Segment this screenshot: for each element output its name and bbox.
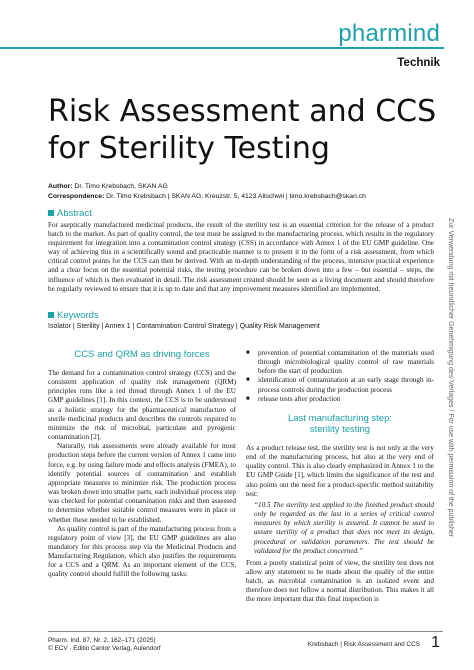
title-line-1: Risk Assessment and CCS: [48, 94, 437, 129]
annex-quote: “10.5 The sterility test applied to the finished product should only be regarded as the last in a series of critical control measures by which sterility is assured. It cannot be used to assure sterility of a product that does not meet its design, procedural or validation parameters. The test should be validated for the product concerned.”: [254, 500, 434, 555]
author-label: Author:: [48, 183, 73, 190]
footer-citation: Pharm. Ind. 87, Nr. 2, 162–171 (2025) © ECV · Editio Cantor Verlag, Aulendorf: [48, 637, 161, 652]
author-name: Dr. Timo Krebsbach, SKAN AG: [72, 183, 168, 190]
left-column: [48, 349, 236, 580]
correspondence-label: Correspondence:: [48, 193, 105, 200]
correspondence-line: [48, 192, 366, 201]
list-item: ■ identification of contamination at an early stage through in-process controls during the production process: [246, 376, 434, 394]
paragraph: As a product release test, the sterility test is not only at the very end of the manufacturing process, but also at the very end of quality control. This is also clearly emphasized in Annex 1 to the EU GMP Guide [1], which limits the significance of the test and also points out the need for a product-specific method suitability test:: [246, 443, 434, 498]
article-title: [48, 93, 438, 167]
abstract-text: For aseptically manufactured medicinal products, the result of the sterility test is an essential criterion for the release of a product batch to the market. As part of quality control, the test must be assigned to the manufacturing process, which results in the regulatory requirement for integration into a contamination control strategy (CSS) in accordance with Annex 1 of the EU GMP guideline. One way of achieving this in a scientifically sound and practicable manner is to present it in the form of a risk assessment, from which critical control points for the CCS can then be derived. With an in-depth understanding of the process, intensive practical experience and a clear focus on the essential potential risks, the testing procedure can be broken down into a few – but essential – steps, the influence of which is then evaluated in detail. The risk assessment created should be seen as a living document and should therefore be regularly reviewed to ensure that it is up to date and that any improvement measures identified are implemented.: [48, 221, 434, 293]
heading-square-icon: [48, 210, 54, 216]
title-line-2: for Sterility Testing: [48, 131, 330, 166]
paragraph: As quality control is part of the manufacturing process from a regulatory point of view [3], the EU GMP guidelines are also mandatory for this process step via the Medicinal Products and Manufacturing Regulation, which also justifies the requirements for a CCS and a QRM. As an important element of the CCS, quality control should fulfill the following tasks:: [48, 524, 236, 579]
keywords-heading: Keywords: [48, 310, 99, 321]
page-number: 1: [431, 634, 440, 651]
abstract-heading: Abstract: [48, 208, 92, 219]
paragraph: The demand for a contamination control strategy (CCS) and the consistent application of quality risk management (QRM) principles runs like a red thread through Annex 1 of the EU GMP guidelines [1]. In this context, the CCS is to be understood as a holistic strategy for the pharmaceutical manufacture of sterile medicinal products and describes the controls required to minimize the risk of microbial, particulate and pyrogenic contamination [2].: [48, 369, 236, 442]
paragraph: From a purely statistical point of view, the sterility test does not allow any statement to be made about the quality of the entire batch, as microbial contamination is an isolated event and therefore does not follow a normal distribution. This makes it all the more important that this final inspection is: [246, 558, 434, 604]
list-item: ■ release tests after production: [246, 395, 434, 404]
list-item: ■ prevention of potential contamination of the materials used through microbiological quality control of raw materials before the start of production: [246, 349, 434, 376]
journal-logo: pharmind: [338, 20, 440, 47]
correspondence-text: Dr. Timo Krebsbach | SKAN AG, Kreuzstr. 5, 4123 Allschwil | timo.krebsbach@skan.ch: [104, 193, 366, 200]
paragraph: Naturally, risk assessments were already available for most production steps before the current version of Annex 1 came into force, e.g. by using failure mode and effects analysis (FMEA), to identify potential sources of contamination and establish appropriate measures to minimize risk. The production process was broken down into smaller parts, each individual process step was checked for potential contamination risks and then assessed to determine whether suitable control measures were in place or whether these needed to be established.: [48, 442, 236, 524]
right-column: [246, 349, 434, 605]
footer-running-title: Krebsbach | Risk Assessment and CCS: [307, 641, 420, 648]
footer-rule: [48, 631, 443, 632]
side-permission-note: Zur Verwendung mit freundlicher Genehmigung des Verlages / For use with permission of the publisher: [447, 218, 454, 538]
section-label: Technik: [397, 57, 440, 69]
section-heading-ccs-qrm: CCS and QRM as driving forces: [74, 349, 210, 360]
header-rule: [0, 47, 444, 49]
keywords-text: Isolator | Sterility | Annex 1 | Contamination Control Strategy | Quality Risk Management: [48, 323, 320, 330]
section-heading-sterility: Last manufacturing step: sterility testing: [287, 412, 393, 435]
task-list: [246, 349, 434, 404]
heading-square-icon: [48, 312, 54, 318]
author-line: [48, 182, 168, 191]
